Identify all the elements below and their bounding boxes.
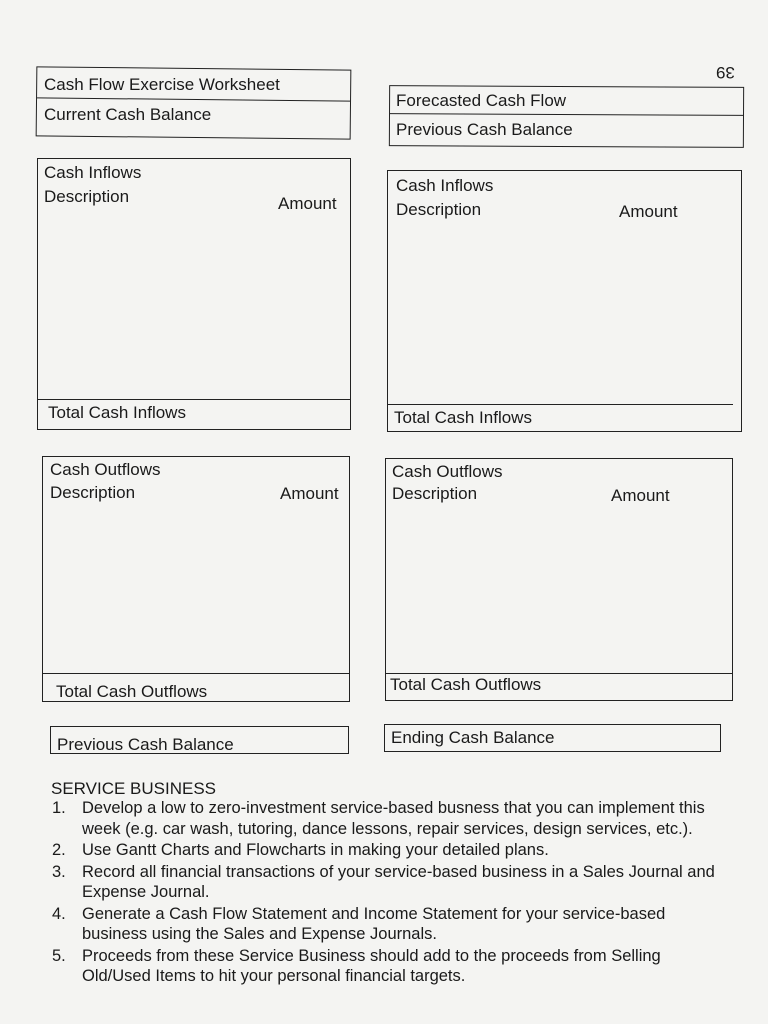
list-item — [50, 946, 730, 987]
service-business-steps — [50, 798, 730, 988]
worksheet-title: Cash Flow Exercise Worksheet — [44, 75, 280, 94]
step-number: 3. — [52, 862, 66, 881]
current-cash-balance-label: Current Cash Balance — [44, 105, 212, 124]
right-total-cash-outflows: Total Cash Outflows — [390, 675, 542, 694]
step-number: 5. — [52, 946, 66, 965]
right-outflows-amount-header: Amount — [611, 486, 670, 505]
list-item — [50, 798, 730, 839]
right-outflows-total-divider — [386, 673, 732, 674]
right-inflows-amount-header: Amount — [619, 202, 678, 221]
list-item — [50, 904, 730, 945]
step-text: Develop a low to zero-investment service-based busness that you can implement this week (e.g. car wash, tutoring, dance lessons, repair services, design services, etc.). — [82, 799, 705, 838]
left-outflows-total-divider — [43, 673, 349, 674]
step-number: 4. — [52, 904, 66, 923]
step-text: Generate a Cash Flow Statement and Income Statement for your service-based business using the Sales and Expense Journals. — [82, 904, 666, 943]
right-inflows-heading: Cash Inflows — [396, 176, 494, 195]
list-item — [50, 862, 730, 903]
left-inflows-heading: Cash Inflows — [44, 163, 142, 182]
left-outflows-amount-header: Amount — [280, 484, 339, 503]
left-total-cash-inflows: Total Cash Inflows — [48, 403, 186, 422]
step-number: 2. — [52, 841, 66, 859]
page-number: 39 — [716, 63, 735, 82]
right-total-cash-inflows: Total Cash Inflows — [394, 408, 532, 427]
list-item — [50, 840, 730, 861]
left-outflows-heading: Cash Outflows — [50, 460, 161, 479]
forecasted-cash-flow-title: Forecasted Cash Flow — [396, 91, 567, 110]
ending-cash-balance: Ending Cash Balance — [391, 728, 555, 747]
step-number: 1. — [52, 799, 66, 817]
left-inflows-amount-header: Amount — [278, 194, 337, 213]
right-outflows-description-header: Description — [392, 484, 478, 503]
right-inflows-total-divider — [388, 404, 733, 405]
left-outflows-description-header: Description — [50, 483, 136, 502]
left-previous-cash-balance: Previous Cash Balance — [57, 735, 234, 754]
left-inflows-total-divider — [38, 399, 350, 400]
right-header-divider — [390, 113, 743, 116]
step-text: Use Gantt Charts and Flowcharts in making your detailed plans. — [82, 841, 549, 859]
right-outflows-heading: Cash Outflows — [392, 462, 503, 481]
left-inflows-description-header: Description — [44, 187, 130, 206]
service-business-title: SERVICE BUSINESS — [51, 779, 217, 798]
left-total-cash-outflows: Total Cash Outflows — [56, 682, 208, 701]
step-text: Record all financial transactions of your service-based business in a Sales Journal and Expense Journal. — [82, 862, 715, 901]
right-previous-cash-balance-header: Previous Cash Balance — [396, 120, 573, 139]
left-header-divider — [37, 97, 350, 101]
right-inflows-description-header: Description — [396, 200, 482, 219]
step-text: Proceeds from these Service Business should add to the proceeds from Selling Old/Used Items to hit your personal financial targets. — [82, 946, 661, 985]
